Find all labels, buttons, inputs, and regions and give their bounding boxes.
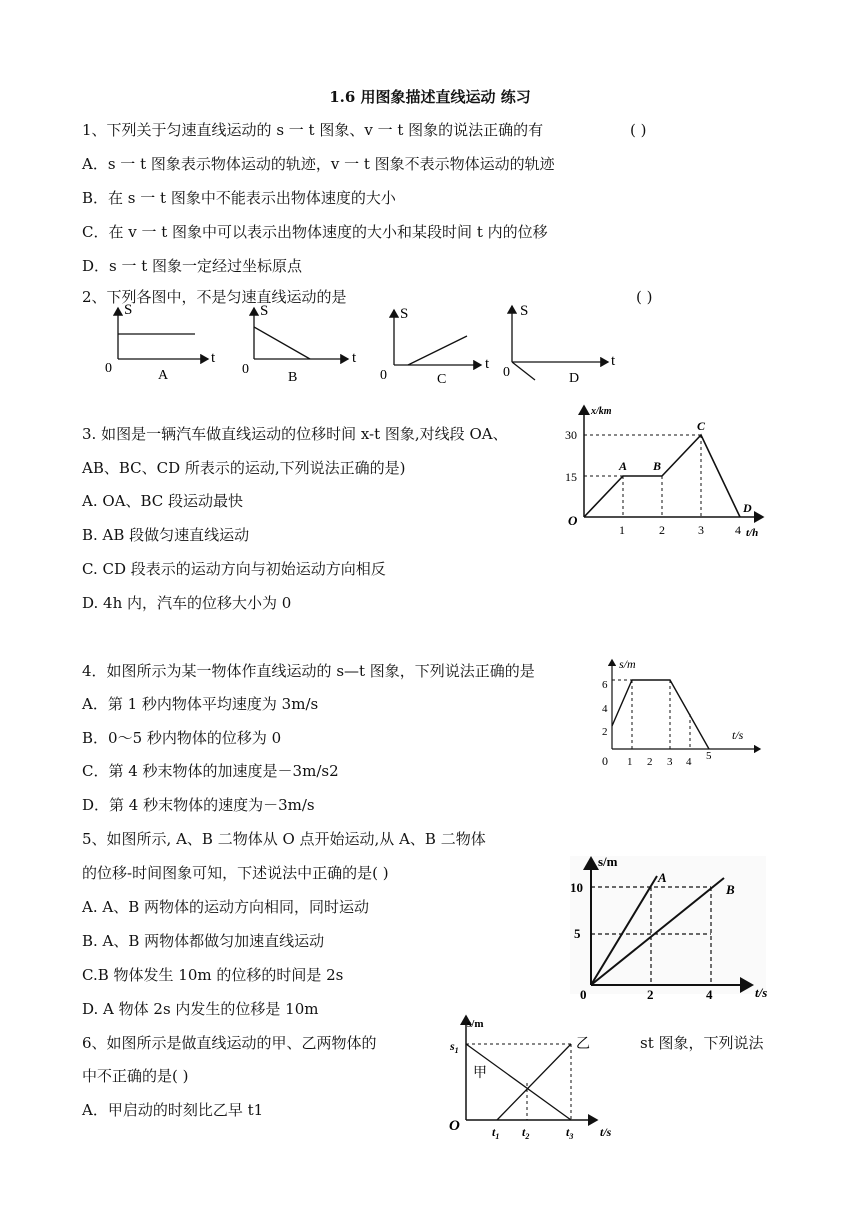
graph-b-x-label: t — [352, 350, 357, 366]
q1-stem: 1、下列关于匀速直线运动的 s 一 t 图象、v 一 t 图象的说法正确的有 — [82, 121, 544, 139]
q4-option-d: D．第 4 秒末物体的速度为－3m/s — [82, 796, 315, 814]
q4-y-tick-6: 6 — [602, 679, 608, 691]
q3-point-a: A — [619, 459, 628, 473]
q6-stem-part2: st 图象，下列说法 — [640, 1034, 764, 1052]
q3-x-tick-2: 2 — [659, 523, 665, 537]
q5-x-tick-2: 2 — [647, 987, 654, 1000]
q3-y-tick-15: 15 — [565, 470, 577, 484]
q3-stem-line1: 3. 如图是一辆汽车做直线运动的位移时间 x-t 图象,对线段 OA、 — [82, 425, 508, 443]
q5-line-b-label: B — [726, 882, 735, 897]
q2-graphs — [95, 300, 735, 395]
q3-origin: O — [568, 513, 578, 528]
q4-option-b: B．0～5 秒内物体的位移为 0 — [82, 729, 282, 747]
q6-y-tick-s1: $s_1$ — [450, 1039, 459, 1055]
q6-stem-line2: 中不正确的是( ) — [82, 1067, 189, 1085]
q1-option-c: C．在 v 一 t 图象中可以表示出物体速度的大小和某段时间 t 内的位移 — [82, 223, 548, 241]
q5-option-b: B. A、B 两物体都做匀加速直线运动 — [82, 932, 325, 950]
q3-option-c: C. CD 段表示的运动方向与初始运动方向相反 — [82, 560, 386, 578]
q3-x-tick-3: 3 — [698, 523, 704, 537]
graph-d-y-label: S — [520, 303, 529, 319]
q4-x-tick-5: 5 — [706, 750, 712, 762]
q4-option-a: A．第 1 秒内物体平均速度为 3m/s — [82, 695, 319, 713]
graph-d — [503, 303, 616, 386]
q6-stem-part1: 6、如图所示是做直线运动的甲、乙两物体的 — [82, 1034, 377, 1052]
q4-x-tick-4: 4 — [686, 756, 692, 768]
graph-c-x-label: t — [485, 356, 490, 372]
q3-option-b: B. AB 段做匀速直线运动 — [82, 526, 250, 544]
q1-option-d: D．s 一 t 图象一定经过坐标原点 — [82, 257, 303, 275]
graph-d-origin: 0 — [503, 365, 510, 380]
q4-origin: 0 — [602, 754, 608, 768]
graph-a-origin: 0 — [105, 361, 112, 376]
q3-y-tick-30: 30 — [565, 428, 577, 442]
q5-option-a: A. A、B 两物体的运动方向相同，同时运动 — [82, 898, 369, 916]
q3-x-axis-label: t/h — [746, 527, 759, 539]
q4-x-tick-3: 3 — [667, 756, 673, 768]
graph-b-y-label: S — [260, 303, 269, 319]
q1-answer-paren: ( ) — [630, 121, 647, 139]
q4-x-tick-2: 2 — [647, 756, 653, 768]
q6-option-a: A．甲启动的时刻比乙早 t1 — [82, 1101, 264, 1119]
q6-yi-label: 乙 — [576, 1037, 590, 1052]
graph-a-y-label: S — [124, 302, 133, 318]
q2-answer-paren: ( ) — [636, 288, 653, 306]
q5-stem-line1: 5、如图所示, A、B 二物体从 O 点开始运动,从 A、B 二物体 — [82, 830, 486, 848]
q2-stem: 2、下列各图中，不是匀速直线运动的是 — [82, 288, 347, 306]
graph-c-origin: 0 — [380, 368, 387, 383]
q6-st-graph — [440, 1010, 630, 1150]
q4-st-graph — [595, 650, 770, 770]
q3-stem-line2: AB、BC、CD 所表示的运动,下列说法正确的是) — [82, 459, 406, 477]
q3-point-c: C — [697, 419, 706, 433]
graph-b-origin: 0 — [242, 362, 249, 377]
q6-x-tick-t3: $t_3$ — [566, 1125, 574, 1141]
q6-x-tick-t2: $t_2$ — [522, 1125, 530, 1141]
q4-stem: 4．如图所示为某一物体作直线运动的 s—t 图象，下列说法正确的是 — [82, 662, 535, 680]
q4-x-tick-1: 1 — [627, 756, 633, 768]
q5-option-c: C.B 物体发生 10m 的位移的时间是 2s — [82, 966, 344, 984]
q4-y-tick-2: 2 — [602, 726, 608, 738]
graph-d-x-label: t — [611, 353, 616, 369]
q3-option-d: D. 4h 内，汽车的位移大小为 0 — [82, 594, 292, 612]
graph-d-caption: D — [569, 371, 580, 386]
q5-stem-line2: 的位移-时间图象可知，下述说法中正确的是( ) — [82, 864, 389, 882]
q5-y-tick-10: 10 — [570, 880, 583, 895]
q5-y-axis-label: s/m — [598, 854, 618, 869]
q4-x-axis-label: t/s — [732, 728, 744, 742]
q3-y-axis-label: x/km — [591, 406, 612, 417]
q1-option-b: B．在 s 一 t 图象中不能表示出物体速度的大小 — [82, 189, 396, 207]
graph-c-y-label: S — [400, 306, 409, 322]
graph-b-caption: B — [288, 370, 298, 385]
graph-c — [380, 306, 490, 387]
graph-a-caption: A — [158, 368, 169, 383]
q3-xt-graph — [560, 400, 770, 540]
q5-option-d: D. A 物体 2s 内发生的位移是 10m — [82, 1000, 319, 1018]
q3-x-tick-1: 1 — [619, 523, 625, 537]
q5-x-axis-label: t/s — [755, 985, 768, 1000]
q4-y-axis-label: s/m — [619, 657, 636, 671]
q5-y-tick-5: 5 — [574, 926, 581, 941]
graph-c-caption: C — [437, 372, 447, 387]
q5-origin: 0 — [580, 987, 587, 1000]
q6-origin: O — [449, 1118, 460, 1134]
q5-x-tick-4: 4 — [706, 987, 713, 1000]
q6-jia-label: 甲 — [473, 1066, 487, 1081]
q3-point-d: D — [743, 501, 752, 515]
graph-a-x-label: t — [211, 350, 216, 366]
q4-option-c: C．第 4 秒末物体的加速度是－3m/s2 — [82, 762, 339, 780]
q6-x-axis-label: t/s — [600, 1125, 612, 1139]
page-title: 1.6 用图象描述直线运动 练习 — [329, 88, 531, 106]
q1-option-a: A．s 一 t 图象表示物体运动的轨迹，v 一 t 图象不表示物体运动的轨迹 — [82, 155, 555, 173]
q6-y-axis-label: s/m — [467, 1018, 484, 1030]
q5-st-graph — [562, 850, 772, 1000]
graph-b — [242, 303, 357, 385]
graph-a — [105, 302, 216, 383]
q3-x-tick-4: 4 — [735, 523, 741, 537]
q4-y-tick-4: 4 — [602, 703, 608, 715]
q5-line-a-label: A — [658, 870, 667, 885]
q3-option-a: A. OA、BC 段运动最快 — [82, 492, 244, 510]
q3-point-b: B — [653, 459, 662, 473]
q6-x-tick-t1: $t_1$ — [492, 1125, 500, 1141]
